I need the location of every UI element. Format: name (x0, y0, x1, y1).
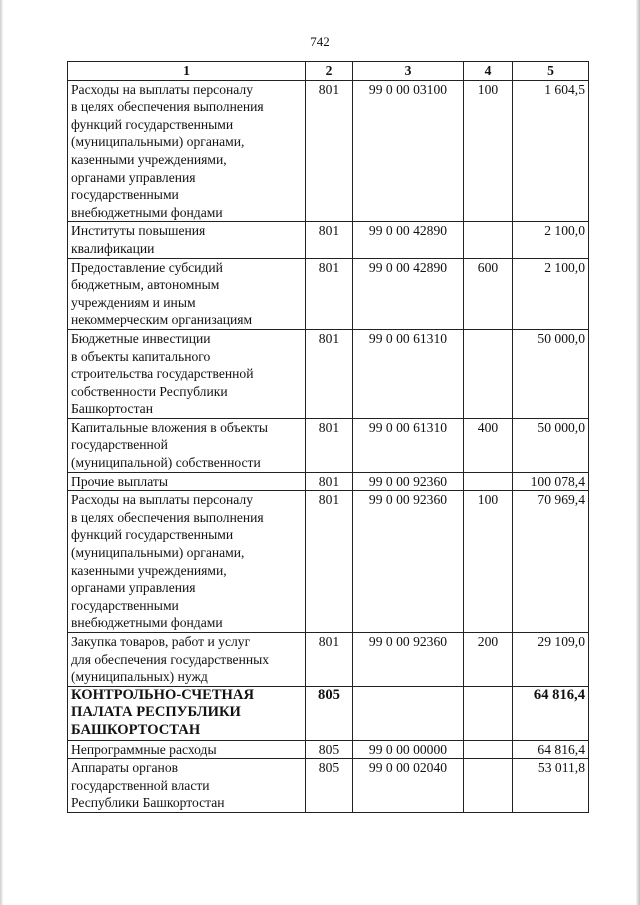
row-name-line: казенными учреждениями, (71, 562, 227, 578)
row-amount-cell: 29 109,0 (513, 633, 589, 687)
row-amount-cell: 1 604,5 (513, 80, 589, 222)
row-name-line: Бюджетные инвестиции (71, 330, 211, 346)
row-name-line: собственности Республики (71, 383, 228, 399)
header-col-5: 5 (513, 62, 589, 81)
row-amount-cell: 2 100,0 (513, 258, 589, 329)
row-name-line: Башкортостан (71, 401, 153, 417)
row-amount-cell: 64 816,4 (513, 686, 589, 740)
row-target-cell: 99 0 00 42890 (353, 222, 464, 258)
row-amount-cell: 70 969,4 (513, 491, 589, 633)
table-row (68, 686, 589, 740)
row-code-cell: 801 (306, 491, 353, 633)
row-target-cell: 99 0 00 92360 (353, 491, 464, 633)
row-code-cell: 801 (306, 80, 353, 222)
row-type-cell (464, 472, 513, 491)
row-amount-cell: 50 000,0 (513, 418, 589, 472)
row-name-line: государственной (71, 437, 168, 453)
table-row (68, 740, 589, 759)
row-name-line: бюджетным, автономным (71, 277, 220, 293)
row-name-cell (68, 418, 306, 472)
row-target-cell (353, 686, 464, 740)
row-name-line: БАШКОРТОСТАН (71, 721, 201, 738)
header-col-1: 1 (68, 62, 306, 81)
table-row (68, 80, 589, 222)
row-name-cell (68, 329, 306, 418)
table-row (68, 759, 589, 813)
table-row (68, 258, 589, 329)
row-name-cell (68, 491, 306, 633)
table-row (68, 633, 589, 687)
row-type-cell (464, 686, 513, 740)
row-name-line: Капитальные вложения в объекты (71, 419, 269, 435)
budget-table-body (68, 62, 589, 813)
row-type-cell (464, 222, 513, 258)
row-name-line: (муниципальной) собственности (71, 455, 261, 471)
row-type-cell: 400 (464, 418, 513, 472)
row-type-cell (464, 740, 513, 759)
row-name-line: Предоставление субсидий (71, 259, 223, 275)
row-amount-cell: 100 078,4 (513, 472, 589, 491)
row-name-line: Аппараты органов (71, 760, 179, 776)
row-name-cell (68, 80, 306, 222)
row-type-cell: 100 (464, 491, 513, 633)
row-name-cell (68, 258, 306, 329)
row-target-cell: 99 0 00 92360 (353, 633, 464, 687)
row-target-cell: 99 0 00 00000 (353, 740, 464, 759)
row-name-line: (муниципальными) органами, (71, 134, 245, 150)
row-type-cell: 100 (464, 80, 513, 222)
row-name-line: Расходы на выплаты персоналу (71, 81, 253, 97)
row-name-line: в целях обеспечения выполнения (71, 99, 264, 115)
row-name-cell (68, 759, 306, 813)
row-type-cell: 200 (464, 633, 513, 687)
table-header-row (68, 62, 589, 81)
row-name-cell (68, 740, 306, 759)
row-code-cell: 805 (306, 759, 353, 813)
table-row (68, 329, 589, 418)
row-name-cell (68, 633, 306, 687)
row-name-line: квалификации (71, 240, 155, 256)
row-name-line: органами управления (71, 580, 196, 596)
table-row (68, 222, 589, 258)
row-target-cell: 99 0 00 92360 (353, 472, 464, 491)
row-name-line: функций государственными (71, 116, 234, 132)
row-code-cell: 801 (306, 222, 353, 258)
row-name-line: КОНТРОЛЬНО-СЧЕТНАЯ (71, 686, 254, 703)
row-type-cell (464, 759, 513, 813)
header-col-2: 2 (306, 62, 353, 81)
row-name-line: органами управления (71, 169, 196, 185)
row-target-cell: 99 0 00 61310 (353, 329, 464, 418)
row-amount-cell: 2 100,0 (513, 222, 589, 258)
row-amount-cell: 53 011,8 (513, 759, 589, 813)
row-code-cell: 805 (306, 740, 353, 759)
row-name-line: казенными учреждениями, (71, 151, 227, 167)
row-name-line: Расходы на выплаты персоналу (71, 492, 253, 508)
row-name-line: для обеспечения государственных (71, 651, 270, 667)
row-target-cell: 99 0 00 02040 (353, 759, 464, 813)
table-row (68, 491, 589, 633)
row-amount-cell: 64 816,4 (513, 740, 589, 759)
row-name-line: Прочие выплаты (71, 473, 168, 489)
row-name-line: некоммерческим организациям (71, 312, 253, 328)
row-name-line: государственными (71, 187, 179, 203)
page-number: 742 (310, 34, 330, 49)
row-type-cell (464, 329, 513, 418)
row-name-line: Непрограммные расходы (71, 741, 217, 757)
row-code-cell: 801 (306, 418, 353, 472)
row-code-cell: 801 (306, 633, 353, 687)
row-name-line: (муниципальными) органами, (71, 545, 245, 561)
row-name-cell (68, 222, 306, 258)
row-type-cell: 600 (464, 258, 513, 329)
row-name-line: (муниципальных) нужд (71, 669, 208, 685)
row-code-cell: 801 (306, 329, 353, 418)
header-col-4: 4 (464, 62, 513, 81)
budget-table (67, 61, 589, 813)
scan-edge-left (0, 0, 3, 905)
row-name-line: Закупка товаров, работ и услуг (71, 634, 251, 649)
header-col-3: 3 (353, 62, 464, 81)
row-name-line: внебюджетными фондами (71, 615, 223, 631)
table-row (68, 418, 589, 472)
row-name-line: внебюджетными фондами (71, 204, 223, 220)
row-name-line: ПАЛАТА РЕСПУБЛИКИ (71, 704, 241, 721)
row-name-line: строительства государственной (71, 366, 254, 382)
row-name-line: учреждениям и иным (71, 294, 196, 310)
row-code-cell: 801 (306, 472, 353, 491)
row-name-cell (68, 686, 306, 740)
row-name-line: функций государственными (71, 527, 234, 543)
row-name-line: в целях обеспечения выполнения (71, 509, 264, 525)
row-target-cell: 99 0 00 03100 (353, 80, 464, 222)
row-name-line: государственной власти (71, 777, 210, 793)
row-name-line: Республики Башкортостан (71, 795, 225, 811)
row-name-line: в объекты капитального (71, 348, 211, 364)
row-target-cell: 99 0 00 61310 (353, 418, 464, 472)
row-target-cell: 99 0 00 42890 (353, 258, 464, 329)
row-name-cell (68, 472, 306, 491)
scan-edge-right (636, 0, 640, 905)
row-code-cell: 801 (306, 258, 353, 329)
row-amount-cell: 50 000,0 (513, 329, 589, 418)
table-row (68, 472, 589, 491)
row-code-cell: 805 (306, 686, 353, 740)
row-name-line: государственными (71, 597, 179, 613)
row-name-line: Институты повышения (71, 223, 206, 239)
